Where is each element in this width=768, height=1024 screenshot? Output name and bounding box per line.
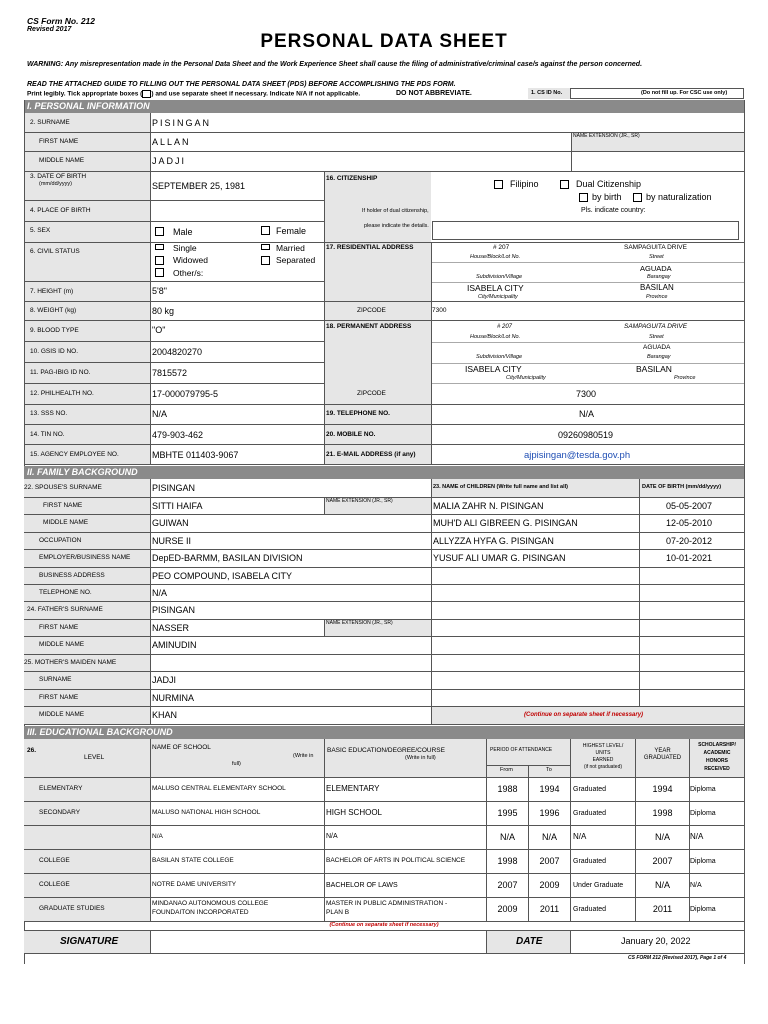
mother-maiden-label: 25. MOTHER'S MAIDEN NAME xyxy=(24,659,117,666)
do-not-abbreviate: DO NOT ABBREVIATE. xyxy=(396,90,472,97)
page-title: PERSONAL DATA SHEET xyxy=(260,31,508,52)
spouse-first-value[interactable]: SITTI HAIFA xyxy=(152,501,203,511)
pob-label: 4. PLACE OF BIRTH xyxy=(30,207,91,214)
civil-widowed-label: Widowed xyxy=(173,255,208,265)
spouse-middle-value[interactable]: GUIWAN xyxy=(152,518,189,528)
section-personal-information: I. PERSONAL INFORMATION xyxy=(24,100,744,113)
edu-from-header: From xyxy=(500,767,513,773)
edu-honors-header-4: RECEIVED xyxy=(704,766,730,772)
edu-level: SECONDARY xyxy=(39,809,81,816)
edu-to[interactable]: 1994 xyxy=(539,784,560,794)
spouse-name-ext-label: NAME EXTENSION (JR., SR) xyxy=(326,498,393,504)
civil-separated-label: Separated xyxy=(276,255,316,265)
edu-course[interactable]: HIGH SCHOOL xyxy=(326,808,383,817)
edu-year[interactable]: 1998 xyxy=(652,808,673,818)
sss-label: 13. SSS NO. xyxy=(30,410,68,417)
perm-city-value[interactable]: ISABELA CITY xyxy=(465,364,522,374)
business-address-label: BUSINESS ADDRESS xyxy=(39,572,105,579)
father-middle-label: MIDDLE NAME xyxy=(39,641,85,648)
res-house-label: House/Block/Lot No. xyxy=(470,254,521,260)
form-revised: Revised 2017 xyxy=(27,26,72,33)
citizenship-country-select[interactable] xyxy=(432,221,739,240)
firstname-label: FIRST NAME xyxy=(39,138,79,145)
res-barangay-value[interactable]: AGUADA xyxy=(640,264,672,273)
edu-course[interactable]: ELEMENTARY xyxy=(326,784,380,793)
warning-text: WARNING: Any misrepresentation made in the Personal Data Sheet and the Work Experience Sheet shall cause the filing of administrative/criminal case/s against the person concerned. xyxy=(27,61,643,68)
edu-level: GRADUATE STUDIES xyxy=(39,905,105,912)
citizenship-label: 16. CITIZENSHIP xyxy=(326,175,378,182)
edu-school[interactable]: N/A xyxy=(152,833,163,840)
res-subdivision-label: Subdivision/Village xyxy=(476,274,523,280)
edu-school-header: NAME OF SCHOOL xyxy=(152,744,211,751)
edu-write-in: (Write in xyxy=(293,753,314,759)
firstname-value[interactable]: ALLAN xyxy=(152,137,191,147)
edu-year[interactable]: 1994 xyxy=(652,784,673,794)
edu-honors[interactable]: Diploma xyxy=(690,906,716,913)
sex-female-checkbox[interactable] xyxy=(261,226,270,235)
res-zip-label: ZIPCODE xyxy=(357,307,386,314)
csc-use-only: (Do not fill up. For CSC use only) xyxy=(641,90,728,96)
edu-school[interactable]: BASILAN STATE COLLEGE xyxy=(152,857,234,864)
mother-first-value[interactable]: NURMINA xyxy=(152,693,194,703)
edu-year[interactable]: 2007 xyxy=(652,856,673,866)
perm-barangay-value[interactable]: AGUADA xyxy=(643,344,671,351)
edu-course[interactable]: N/A xyxy=(326,833,338,840)
res-province-label: Province xyxy=(646,294,668,300)
edu-to[interactable]: 2009 xyxy=(539,880,560,890)
edu-highest-header-3: EARNED xyxy=(592,757,614,763)
child-name[interactable]: MUH'D ALI GIBREEN G. PISINGAN xyxy=(433,518,578,528)
dob-format-label: (mm/dd/yyyy) xyxy=(39,181,72,187)
edu-units[interactable]: Graduated xyxy=(573,786,607,793)
mother-surname-value[interactable]: JADJI xyxy=(152,675,177,685)
citizenship-dual-label: Dual Citizenship xyxy=(576,179,642,189)
edu-units[interactable]: Graduated xyxy=(573,810,607,817)
mobile-label: 20. MOBILE NO. xyxy=(326,431,376,438)
section-family-background: II. FAMILY BACKGROUND xyxy=(24,466,744,479)
form-number: CS Form No. 212 xyxy=(27,16,96,26)
edu-number: 26. xyxy=(27,747,37,754)
surname-label: 2. SURNAME xyxy=(30,119,70,126)
civil-single-checkbox[interactable] xyxy=(155,244,164,250)
edu-school-line-2[interactable]: FOUNDAITON INCORPORATED xyxy=(152,909,249,916)
employer-value[interactable]: DepED-BARMM, BASILAN DIVISION xyxy=(152,553,303,563)
child-dob[interactable]: 10-01-2021 xyxy=(666,553,713,563)
sex-male-label: Male xyxy=(173,227,193,237)
civil-married-checkbox[interactable] xyxy=(261,244,270,250)
res-barangay-label: Barangay xyxy=(647,274,671,280)
citizenship-by-birth-checkbox[interactable] xyxy=(579,193,588,202)
edu-year-header-2: GRADUATED xyxy=(643,755,682,761)
edu-course-sub: (Write in full) xyxy=(405,755,436,761)
res-street-label: Street xyxy=(649,254,664,260)
father-first-label: FIRST NAME xyxy=(39,624,79,631)
occupation-label: OCCUPATION xyxy=(39,537,82,544)
edu-units[interactable]: N/A xyxy=(573,832,587,841)
signature-field[interactable] xyxy=(151,931,486,953)
citizenship-filipino-label: Filipino xyxy=(510,179,539,189)
edu-from[interactable]: 2007 xyxy=(497,880,518,890)
civil-status-label: 6. CIVIL STATUS xyxy=(30,248,80,255)
pagibig-value[interactable]: 7815572 xyxy=(152,368,188,378)
children-continue-note: (Continue on separate sheet if necessary) xyxy=(524,712,644,718)
edu-to[interactable]: 1996 xyxy=(539,808,560,818)
signature-label: SIGNATURE xyxy=(60,936,119,947)
edu-from[interactable]: N/A xyxy=(499,832,515,842)
edu-school[interactable]: MALUSO NATIONAL HIGH SCHOOL xyxy=(152,809,261,816)
citizenship-naturalization-checkbox[interactable] xyxy=(633,193,642,202)
surname-value[interactable]: PISINGAN xyxy=(152,118,212,128)
edu-highest-header-1: HIGHEST LEVEL/ xyxy=(582,743,624,749)
height-value[interactable]: 5'8" xyxy=(152,286,167,296)
dual-note-2: please indicate the details. xyxy=(364,223,429,229)
edu-from[interactable]: 1988 xyxy=(497,784,518,794)
edu-period-header: PERIOD OF ATTENDANCE xyxy=(490,747,553,753)
res-house-value[interactable]: # 207 xyxy=(493,244,510,251)
tick-box-sample xyxy=(142,90,151,98)
edu-course-line-2[interactable]: PLAN B xyxy=(326,909,350,916)
civil-widowed-checkbox[interactable] xyxy=(155,256,164,265)
edu-honors-header-3: HONORS xyxy=(706,758,728,764)
mother-first-label: FIRST NAME xyxy=(39,694,79,701)
blood-type-value[interactable]: "O" xyxy=(152,325,166,335)
cs-id-label: 1. CS ID No. xyxy=(531,90,563,96)
res-province-value[interactable]: BASILAN xyxy=(640,283,674,292)
father-surname-value[interactable]: PISINGAN xyxy=(152,605,196,615)
father-first-value[interactable]: NASSER xyxy=(152,623,190,633)
citizenship-by-birth-label: by birth xyxy=(592,192,622,202)
height-label: 7. HEIGHT (m) xyxy=(30,288,74,295)
edu-full: full) xyxy=(232,761,241,767)
edu-from[interactable]: 2009 xyxy=(497,904,518,914)
section-educational-background: III. EDUCATIONAL BACKGROUND xyxy=(24,726,744,739)
occupation-value[interactable]: NURSE II xyxy=(152,536,192,546)
perm-barangay-label: Barangay xyxy=(647,354,671,360)
weight-label: 8. WEIGHT (kg) xyxy=(30,307,77,314)
edu-highest-header-2: UNITS xyxy=(595,750,611,756)
edu-course[interactable]: BACHELOR OF ARTS IN POLITICAL SCIENCE xyxy=(326,857,466,864)
edu-level: COLLEGE xyxy=(39,881,70,888)
edu-year-header-1: YEAR xyxy=(654,748,671,754)
middlename-label: MIDDLE NAME xyxy=(39,157,85,164)
print-legibly-text: Print legibly. Tick appropriate boxes ( ) and use separate sheet if necessary. Indicate N/A if not applicable. xyxy=(27,90,361,98)
child-dob[interactable]: 12-05-2010 xyxy=(666,518,713,528)
gsis-value[interactable]: 2004820270 xyxy=(152,347,203,357)
tin-value[interactable]: 479-903-462 xyxy=(152,430,204,440)
mother-middle-value[interactable]: KHAN xyxy=(152,710,178,720)
edu-level-header: LEVEL xyxy=(84,754,105,761)
res-zip-value[interactable]: 7300 xyxy=(432,307,447,314)
sex-label: 5. SEX xyxy=(30,227,51,234)
sex-male-checkbox[interactable] xyxy=(155,227,164,236)
edu-from[interactable]: 1995 xyxy=(497,808,518,818)
residential-address-label: 17. RESIDENTIAL ADDRESS xyxy=(326,244,414,251)
perm-province-label: Province xyxy=(674,375,696,381)
spouse-tel-label: TELEPHONE NO. xyxy=(39,589,92,596)
tin-label: 14. TIN NO. xyxy=(30,431,65,438)
edu-from[interactable]: 1998 xyxy=(497,856,518,866)
perm-province-value[interactable]: BASILAN xyxy=(636,364,672,374)
citizenship-dual-checkbox[interactable] xyxy=(560,180,569,189)
perm-street-label: Street xyxy=(649,334,664,340)
edu-honors-header-1: SCHOLARSHIP/ xyxy=(698,742,736,748)
spouse-tel-value[interactable]: N/A xyxy=(152,588,168,598)
edu-honors[interactable]: N/A xyxy=(690,882,702,889)
child-name[interactable]: YUSUF ALI UMAR G. PISINGAN xyxy=(433,553,566,563)
spouse-first-label: FIRST NAME xyxy=(43,502,83,509)
weight-value[interactable]: 80 kg xyxy=(152,306,175,316)
edu-course[interactable]: BACHELOR OF LAWS xyxy=(326,882,398,889)
edu-course[interactable]: MASTER IN PUBLIC ADMINISTRATION - xyxy=(326,900,448,907)
edu-school[interactable]: MINDANAO AUTONOMOUS COLLEGE xyxy=(152,900,269,907)
permanent-address-label: 18. PERMANENT ADDRESS xyxy=(326,323,412,330)
edu-honors[interactable]: Diploma xyxy=(690,858,716,865)
citizenship-country-label: Pls. indicate country: xyxy=(581,207,646,214)
edu-honors[interactable]: N/A xyxy=(690,832,704,841)
edu-units[interactable]: Graduated xyxy=(573,858,607,865)
father-name-ext-label: NAME EXTENSION (JR., SR) xyxy=(326,620,393,626)
spouse-middle-label: MIDDLE NAME xyxy=(43,519,89,526)
res-city-value[interactable]: ISABELA CITY xyxy=(467,283,524,293)
edu-honors[interactable]: Diploma xyxy=(690,786,716,793)
mother-surname-label: SURNAME xyxy=(39,676,72,683)
edu-school[interactable]: MALUSO CENTRAL ELEMENTARY SCHOOL xyxy=(152,785,286,792)
agency-no-value[interactable]: MBHTE 011403-9067 xyxy=(152,450,239,460)
name-ext-label: NAME EXTENSION (JR., SR) xyxy=(573,133,640,139)
civil-other-checkbox[interactable] xyxy=(155,268,164,277)
perm-house-label: House/Block/Lot No. xyxy=(470,334,521,340)
edu-units[interactable]: Graduated xyxy=(573,906,607,913)
education-continue-note: (Continue on separate sheet if necessary) xyxy=(329,922,439,928)
edu-course-header: BASIC EDUCATION/DEGREE/COURSE xyxy=(327,747,445,754)
civil-separated-checkbox[interactable] xyxy=(261,256,270,265)
edu-honors-header-2: ACADEMIC xyxy=(703,750,731,756)
pagibig-label: 11. PAG-IBIG ID NO. xyxy=(30,369,91,376)
business-address-value[interactable]: PEO COMPOUND, ISABELA CITY xyxy=(152,571,293,581)
edu-units[interactable]: Under Graduate xyxy=(573,882,624,889)
page-note: CS FORM 212 (Revised 2017), Page 1 of 4 xyxy=(628,955,727,961)
telephone-label: 19. TELEPHONE NO. xyxy=(326,410,390,417)
dob-value[interactable]: SEPTEMBER 25, 1981 xyxy=(152,181,246,191)
employer-label: EMPLOYER/BUSINESS NAME xyxy=(39,554,131,561)
perm-house-value[interactable]: # 207 xyxy=(497,324,513,330)
blood-type-label: 9. BLOOD TYPE xyxy=(30,327,79,334)
edu-highest-header-4: (if not graduated) xyxy=(583,764,623,770)
edu-level: ELEMENTARY xyxy=(39,785,83,792)
email-value[interactable]: ajpisingan@tesda.gov.ph xyxy=(524,450,631,461)
dual-note-1: If holder of dual citizenship, xyxy=(362,208,429,214)
spouse-surname-label: 22. SPOUSE'S SURNAME xyxy=(24,484,102,491)
edu-school[interactable]: NOTRE DAME UNIVERSITY xyxy=(152,881,237,888)
mother-middle-label: MIDDLE NAME xyxy=(39,711,85,718)
dob-label: 3. DATE OF BIRTH xyxy=(30,173,87,180)
edu-level: COLLEGE xyxy=(39,857,70,864)
father-surname-label: 24. FATHER'S SURNAME xyxy=(27,606,103,613)
sex-female-label: Female xyxy=(276,226,307,236)
philhealth-value[interactable]: 17-000079795-5 xyxy=(152,389,219,399)
date-label: DATE xyxy=(516,936,543,947)
middlename-value[interactable]: JADJI xyxy=(152,156,187,166)
date-value[interactable]: January 20, 2022 xyxy=(621,936,691,946)
edu-year[interactable]: N/A xyxy=(654,880,670,890)
gsis-label: 10. GSIS ID NO. xyxy=(30,348,79,355)
read-guide-text: READ THE ATTACHED GUIDE TO FILLING OUT THE PERSONAL DATA SHEET (PDS) BEFORE ACCOMPLISHING THE PDS FORM. xyxy=(27,81,456,88)
telephone-value[interactable]: N/A xyxy=(579,409,595,419)
perm-city-label: City/Municipality xyxy=(506,375,546,381)
edu-to[interactable]: 2007 xyxy=(539,856,560,866)
civil-single-label: Single xyxy=(173,243,197,253)
personal-label-column-right xyxy=(324,172,431,464)
edu-to[interactable]: 2011 xyxy=(539,904,560,914)
child-dob[interactable]: 07-20-2012 xyxy=(666,536,713,546)
child-name[interactable]: MALIA ZAHR N. PISINGAN xyxy=(433,501,544,511)
civil-married-label: Married xyxy=(276,243,305,253)
edu-to[interactable]: N/A xyxy=(541,832,557,842)
res-street-value[interactable]: SAMPAGUITA DRIVE xyxy=(624,244,687,251)
citizenship-filipino-checkbox[interactable] xyxy=(494,180,503,189)
perm-zip-label: ZIPCODE xyxy=(357,390,386,397)
spouse-surname-value[interactable]: PISINGAN xyxy=(152,483,196,493)
father-middle-value[interactable]: AMINUDIN xyxy=(152,640,197,650)
edu-honors[interactable]: Diploma xyxy=(690,810,716,817)
agency-no-label: 15. AGENCY EMPLOYEE NO. xyxy=(30,451,119,458)
email-label: 21. E-MAIL ADDRESS (if any) xyxy=(326,451,416,458)
perm-street-value[interactable]: SAMPAGUITA DRIVE xyxy=(624,323,688,330)
perm-subdivision-label: Subdivision/Village xyxy=(476,354,523,360)
mobile-value[interactable]: 09260980519 xyxy=(558,430,614,440)
perm-zip-value[interactable]: 7300 xyxy=(576,389,597,399)
edu-year[interactable]: 2011 xyxy=(652,904,673,914)
philhealth-label: 12. PHILHEALTH NO. xyxy=(30,390,94,397)
res-city-label: City/Municipality xyxy=(478,294,518,300)
child-name[interactable]: ALLYZZA HYFA G. PISINGAN xyxy=(433,536,554,546)
child-dob[interactable]: 05-05-2007 xyxy=(666,501,713,511)
citizenship-naturalization-label: by naturalization xyxy=(646,192,712,202)
sss-value[interactable]: N/A xyxy=(152,409,168,419)
edu-to-header: To xyxy=(546,767,552,773)
edu-year[interactable]: N/A xyxy=(654,832,670,842)
children-label: 23. NAME of CHILDREN (Write full name and list all) xyxy=(433,484,568,490)
children-dob-label: DATE OF BIRTH (mm/dd/yyyy) xyxy=(642,484,722,490)
civil-other-label: Other/s: xyxy=(173,268,204,278)
